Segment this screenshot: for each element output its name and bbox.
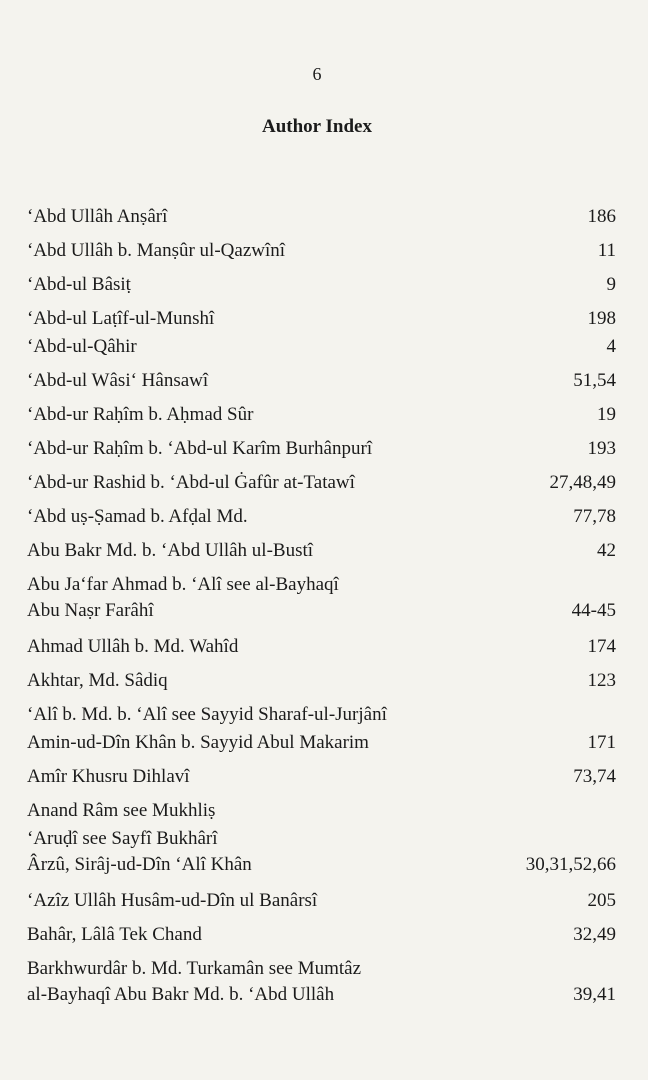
- entry-name: Anand Râm see Mukhliṣ: [27, 800, 216, 821]
- entry-pages: 77,78: [573, 506, 616, 527]
- entry-name: Ahmad Ullâh b. Md. Wahîd: [27, 636, 239, 657]
- entry-pages: 9: [606, 274, 616, 295]
- entry-pages: 51,54: [573, 370, 616, 391]
- entry-name: ‘Abd-ur Raḥîm b. ‘Abd-ul Karîm Burhânpurî: [27, 438, 373, 459]
- entry-name: ‘Abd-ul Laṭîf-ul-Munshî: [27, 308, 215, 329]
- entry-pages: 11: [597, 240, 616, 261]
- entry-pages: 73,74: [573, 766, 616, 787]
- entry-pages: 4: [606, 336, 616, 357]
- entry-pages: 27,48,49: [549, 472, 616, 493]
- entry-pages: 39,41: [573, 984, 616, 1005]
- entry-name: Abu Naṣr Farâhî: [27, 600, 154, 621]
- entry-name: ‘Alî b. Md. b. ‘Alî see Sayyid Sharaf-ul-Jurjânî: [27, 704, 387, 725]
- page-title: Author Index: [262, 116, 372, 137]
- entry-pages: 42: [597, 540, 616, 561]
- entry-name: ‘Abd Ullâh b. Manṣûr ul-Qazwînî: [27, 240, 286, 261]
- entry-name: ‘Abd-ul Wâsi‘ Hânsawî: [27, 370, 209, 391]
- entry-name: ‘Abd-ur Rashid b. ‘Abd-ul Ġafûr at-Tatawî: [27, 472, 355, 493]
- entry-name: Abu Ja‘far Ahmad b. ‘Alî see al-Bayhaqî: [27, 574, 339, 595]
- entry-name: Barkhwurdâr b. Md. Turkamân see Mumtâz: [27, 958, 362, 979]
- entry-name: ‘Azîz Ullâh Husâm-ud-Dîn ul Banârsî: [27, 890, 318, 911]
- entry-pages: 193: [587, 438, 616, 459]
- entry-pages: 198: [587, 308, 616, 329]
- entry-pages: 171: [587, 732, 616, 753]
- entry-name: ‘Abd-ul-Qâhir: [27, 336, 137, 357]
- entry-name: ‘Abd uṣ-Ṣamad b. Afḍal Md.: [27, 506, 248, 527]
- entry-name: ‘Abd Ullâh Anṣârî: [27, 206, 168, 227]
- entry-name: ‘Aruḍî see Sayfî Bukhârî: [27, 828, 218, 849]
- entry-pages: 19: [597, 404, 616, 425]
- entry-name: Abu Bakr Md. b. ‘Abd Ullâh ul-Bustî: [27, 540, 314, 561]
- entry-name: ‘Abd-ur Raḥîm b. Aḥmad Sûr: [27, 404, 254, 425]
- entry-pages: 32,49: [573, 924, 616, 945]
- entry-name: Ârzû, Sirâj-ud-Dîn ‘Alî Khân: [27, 854, 252, 875]
- entry-pages: 30,31,52,66: [525, 854, 616, 875]
- entry-pages: 44-45: [571, 600, 616, 621]
- entry-pages: 186: [587, 206, 616, 227]
- entry-name: al-Bayhaqî Abu Bakr Md. b. ‘Abd Ullâh: [27, 984, 335, 1005]
- page-number: 6: [312, 64, 322, 84]
- entry-pages: 174: [587, 636, 616, 657]
- entry-name: ‘Abd-ul Bâsiṭ: [27, 274, 131, 295]
- entry-name: Amin-ud-Dîn Khân b. Sayyid Abul Makarim: [27, 732, 369, 753]
- entry-name: Bahâr, Lâlâ Tek Chand: [27, 924, 202, 945]
- entry-name: Amîr Khusru Dihlavî: [27, 766, 190, 787]
- entry-name: Akhtar, Md. Sâdiq: [27, 670, 168, 691]
- entry-pages: 205: [587, 890, 616, 911]
- entry-pages: 123: [587, 670, 616, 691]
